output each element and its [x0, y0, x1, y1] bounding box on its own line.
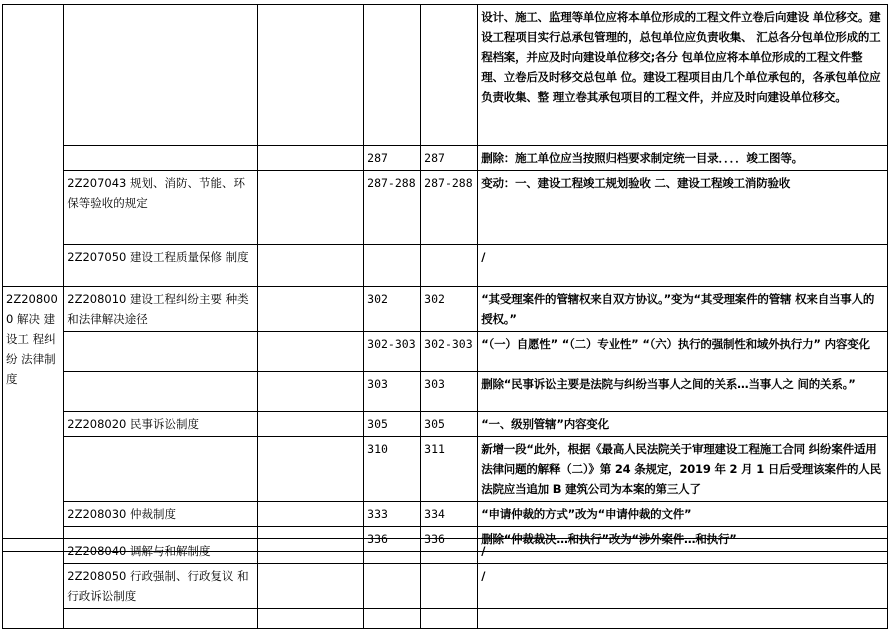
detail-cell: 变动：一、建设工程竣工规划验收 二、建设工程竣工消防验收 — [478, 171, 888, 245]
blank-cell — [257, 171, 364, 245]
old-page-cell: 302-303 — [364, 332, 421, 372]
section-cell — [3, 5, 64, 287]
table-row — [3, 372, 888, 412]
blank-cell — [257, 564, 364, 609]
new-page-cell: 287-288 — [421, 171, 478, 245]
new-page-cell: 305 — [421, 412, 478, 437]
new-page-cell: 303 — [421, 372, 478, 412]
detail-cell: / — [478, 539, 888, 564]
detail-cell: / — [478, 564, 888, 609]
topic-cell: 2Z208040 调解与和解制度 — [64, 539, 257, 564]
new-page-cell: 287 — [421, 146, 478, 171]
table-row — [3, 539, 888, 564]
table-row — [3, 502, 888, 527]
blank-cell — [257, 146, 364, 171]
section-cell: 2Z20800 0 解决 建设工 程纠纷 法律制 度 — [3, 287, 64, 552]
old-page-cell: 302 — [364, 287, 421, 332]
old-page-cell — [364, 5, 421, 146]
revision-table — [2, 4, 888, 552]
topic-cell: 2Z208030 仲裁制度 — [64, 502, 257, 527]
detail-cell: 删除“仲裁裁决…和执行”改为“涉外案件…和执行” — [478, 527, 888, 552]
old-page-cell: 333 — [364, 502, 421, 527]
topic-cell — [64, 146, 257, 171]
new-page-cell — [421, 539, 478, 564]
old-page-cell: 287-288 — [364, 171, 421, 245]
blank-cell — [257, 287, 364, 332]
detail-cell: / — [478, 245, 888, 287]
detail-cell: “申请仲裁的方式”改为“申请仲裁的文件” — [478, 502, 888, 527]
topic-cell: 2Z207043 规划、消防、节能、环保等验收的规定 — [64, 171, 257, 245]
table-row — [3, 245, 888, 287]
new-page-cell: 311 — [421, 437, 478, 502]
blank-cell — [257, 502, 364, 527]
new-page-cell: 302 — [421, 287, 478, 332]
topic-cell: 2Z208010 建设工程纠纷主要 种类和法律解决途径 — [64, 287, 257, 332]
detail-cell: “（一）自愿性” “（二）专业性” “（六）执行的强制性和域外执行力” 内容变化 — [478, 332, 888, 372]
topic-cell — [64, 437, 257, 502]
topic-cell — [64, 5, 257, 146]
table-row — [3, 564, 888, 609]
topic-cell: 2Z207050 建设工程质量保修 制度 — [64, 245, 257, 287]
new-page-cell — [421, 5, 478, 146]
blank-cell — [257, 437, 364, 502]
detail-cell: “一、级别管辖”内容变化 — [478, 412, 888, 437]
topic-cell — [64, 372, 257, 412]
old-page-cell: 303 — [364, 372, 421, 412]
table-row — [3, 287, 888, 332]
detail-cell: 删除“民事诉讼主要是法院与纠纷当事人之间的关系…当事人之 间的关系。” — [478, 372, 888, 412]
table-row — [3, 412, 888, 437]
blank-cell — [257, 245, 364, 287]
table-row — [3, 171, 888, 245]
old-page-cell — [364, 564, 421, 609]
blank-cell — [257, 412, 364, 437]
blank-cell — [257, 332, 364, 372]
old-page-cell: 287 — [364, 146, 421, 171]
old-page-cell — [364, 539, 421, 564]
blank-cell — [257, 539, 364, 564]
new-page-cell — [421, 245, 478, 287]
detail-cell: 新增一段“此外，根据《最高人民法院关于审理建设工程施工合同 纠纷案件适用法律问题的解释（二）》第 24 条规定，2019 年 2 月 1 日后受理该案件的人民法院应当追加 B 建筑公司为本案的第三人了 — [478, 437, 888, 502]
old-page-cell: 305 — [364, 412, 421, 437]
topic-cell: 2Z208020 民事诉讼制度 — [64, 412, 257, 437]
section-cell — [3, 539, 64, 629]
old-page-cell — [364, 245, 421, 287]
old-page-cell: 310 — [364, 437, 421, 502]
table-row — [3, 437, 888, 502]
blank-cell — [257, 372, 364, 412]
new-page-cell: 336 — [421, 527, 478, 552]
new-page-cell: 302-303 — [421, 332, 478, 372]
blank-cell — [257, 5, 364, 146]
old-page-cell: 336 — [364, 527, 421, 552]
revision-table-continued — [2, 538, 888, 629]
detail-cell: “其受理案件的管辖权来自双方协议。”变为“其受理案件的管辖 权来自当事人的授权。” — [478, 287, 888, 332]
new-page-cell — [421, 564, 478, 609]
topic-cell: 2Z208050 行政强制、行政复议 和行政诉讼制度 — [64, 564, 257, 609]
table-row — [3, 332, 888, 372]
topic-cell — [64, 332, 257, 372]
detail-cell: 设计、施工、监理等单位应将本单位形成的工程文件立卷后向建设 单位移交。建设工程项目实行总承包管理的，总包单位应负责收集、 汇总各分包单位形成的工程档案，并应及时向建设单位移交;各分 包单位应将本单位形成的工程文件整理、立卷后及时移交总包单 位。建设工程项目由几个单位承包的，各承包单位应负责收集、整 理立卷其承包项目的工程文件，并应及时向建设单位移交。 — [478, 5, 888, 146]
new-page-cell: 334 — [421, 502, 478, 527]
detail-cell: 删除：施工单位应当按照归档要求制定统一目录．．．．竣工图等。 — [478, 146, 888, 171]
table-row — [3, 146, 888, 171]
table-row — [3, 5, 888, 146]
